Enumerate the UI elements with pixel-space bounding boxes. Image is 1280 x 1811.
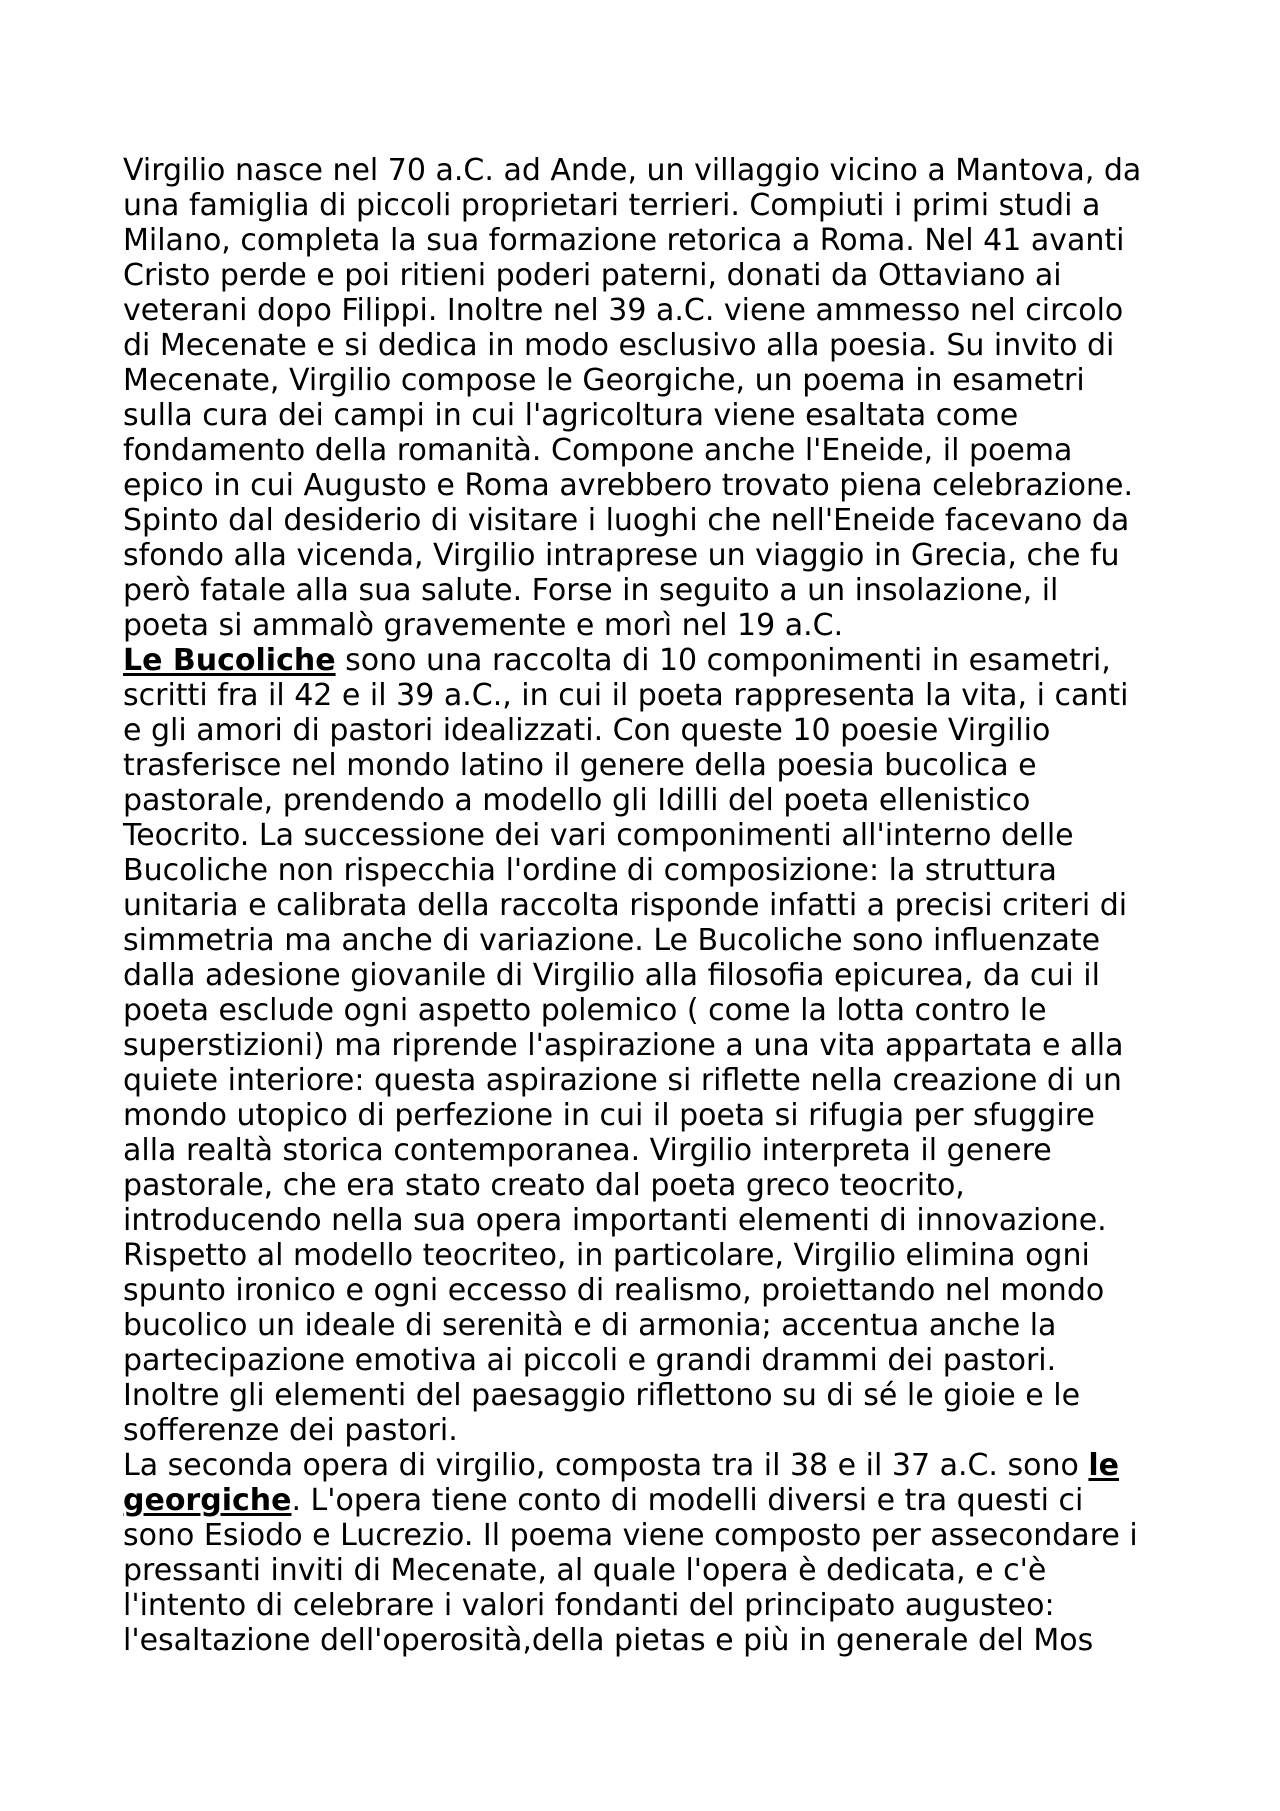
text-line: Bucoliche non rispecchia l'ordine di composizione: la struttura [123,853,1057,888]
text-line: Virgilio nasce nel 70 a.C. ad Ande, un villaggio vicino a Mantova, da [123,153,1142,188]
text-line [123,643,1163,678]
text-line: poeta si ammalò gravemente e morì nel 19 a.C. [123,608,844,643]
text-line: sofferenze dei pastori. [123,1413,458,1448]
text-line: quiete interiore: questa aspirazione si riflette nella creazione di un [123,1063,1122,1098]
text-line: trasferisce nel mondo latino il genere della poesia bucolica e [123,748,1037,783]
text-line: partecipazione emotiva ai piccoli e grandi drammi dei pastori. [123,1343,1057,1378]
text-line: mondo utopico di perfezione in cui il poeta si rifugia per sfuggire [123,1098,1095,1133]
text-line: Cristo perde e poi ritieni poderi paterni, donati da Ottaviano ai [123,258,1062,293]
text-line: Inoltre gli elementi del paesaggio riflettono su di sé le gioie e le [123,1378,1081,1413]
text-line: Rispetto al modello teocriteo, in particolare, Virgilio elimina ogni [123,1238,1090,1273]
text-line: l'esaltazione dell'operosità,della pietas e più in generale del Mos [123,1623,1094,1658]
text-line: l'intento di celebrare i valori fondanti del principato augusteo: [123,1588,1055,1623]
text-line: pastorale, prendendo a modello gli Idilli del poeta ellenistico [123,783,1031,818]
text-line: Milano, completa la sua formazione retorica a Roma. Nel 41 avanti [123,223,1125,258]
text-line: sulla cura dei campi in cui l'agricoltura viene esaltata come [123,398,1019,433]
text-line: bucolico un ideale di serenità e di armonia; accentua anche la [123,1308,1057,1343]
document-text [123,153,1163,1658]
text-line: però fatale alla sua salute. Forse in seguito a un insolazione, il [123,573,1059,608]
text-line: Mecenate, Virgilio compose le Georgiche, un poema in esametri [123,363,1085,398]
text-line: fondamento della romanità. Compone anche l'Eneide, il poema [123,433,1073,468]
text-line: scritti fra il 42 e il 39 a.C., in cui il poeta rappresenta la vita, i canti [123,678,1129,713]
text-line: poeta esclude ogni aspetto polemico ( come la lotta contro le [123,993,1047,1028]
text-line: unitaria e calibrata della raccolta risponde infatti a precisi criteri di [123,888,1128,923]
text-line: introducendo nella sua opera importanti elementi di innovazione. [123,1203,1107,1238]
text-line: dalla adesione giovanile di Virgilio alla filosofia epicurea, da cui il [123,958,1100,993]
text-line: sfondo alla vicenda, Virgilio intraprese un viaggio in Grecia, che fu [123,538,1120,573]
text-span: La seconda opera di virgilio, composta tra il 38 e il 37 a.C. sono [123,1448,1089,1483]
text-line: epico in cui Augusto e Roma avrebbero trovato piena celebrazione. [123,468,1134,503]
text-line: superstizioni) ma riprende l'aspirazione a una vita appartata e alla [123,1028,1124,1063]
text-line [123,1448,1163,1483]
text-line [123,1483,1163,1518]
text-line: Spinto dal desiderio di visitare i luoghi che nell'Eneide facevano da [123,503,1130,538]
text-line: Teocrito. La successione dei vari componimenti all'interno delle [123,818,1074,853]
text-line: sono Esiodo e Lucrezio. Il poema viene composto per assecondare i [123,1518,1138,1553]
text-line: spunto ironico e ogni eccesso di realismo, proiettando nel mondo [123,1273,1105,1308]
text-line: veterani dopo Filippi. Inoltre nel 39 a.C. viene ammesso nel circolo [123,293,1124,328]
georgiche-title-part2: georgiche [123,1483,292,1518]
text-line: una famiglia di piccoli proprietari terrieri. Compiuti i primi studi a [123,188,1101,223]
text-line: di Mecenate e si dedica in modo esclusivo alla poesia. Su invito di [123,328,1115,363]
bucoliche-title: Le Bucoliche [123,643,336,678]
text-line: pressanti inviti di Mecenate, al quale l'opera è dedicata, e c'è [123,1553,1047,1588]
text-line: alla realtà storica contemporanea. Virgilio interpreta il genere [123,1133,1052,1168]
georgiche-title-part1: le [1088,1448,1120,1483]
text-line: pastorale, che era stato creato dal poeta greco teocrito, [123,1168,965,1203]
text-line: simmetria ma anche di variazione. Le Bucoliche sono influenzate [123,923,1101,958]
text-line: e gli amori di pastori idealizzati. Con queste 10 poesie Virgilio [123,713,1051,748]
text-span: . L'opera tiene conto di modelli diversi e tra questi ci [291,1483,1084,1518]
text-span: sono una raccolta di 10 componimenti in esametri, [335,643,1111,678]
